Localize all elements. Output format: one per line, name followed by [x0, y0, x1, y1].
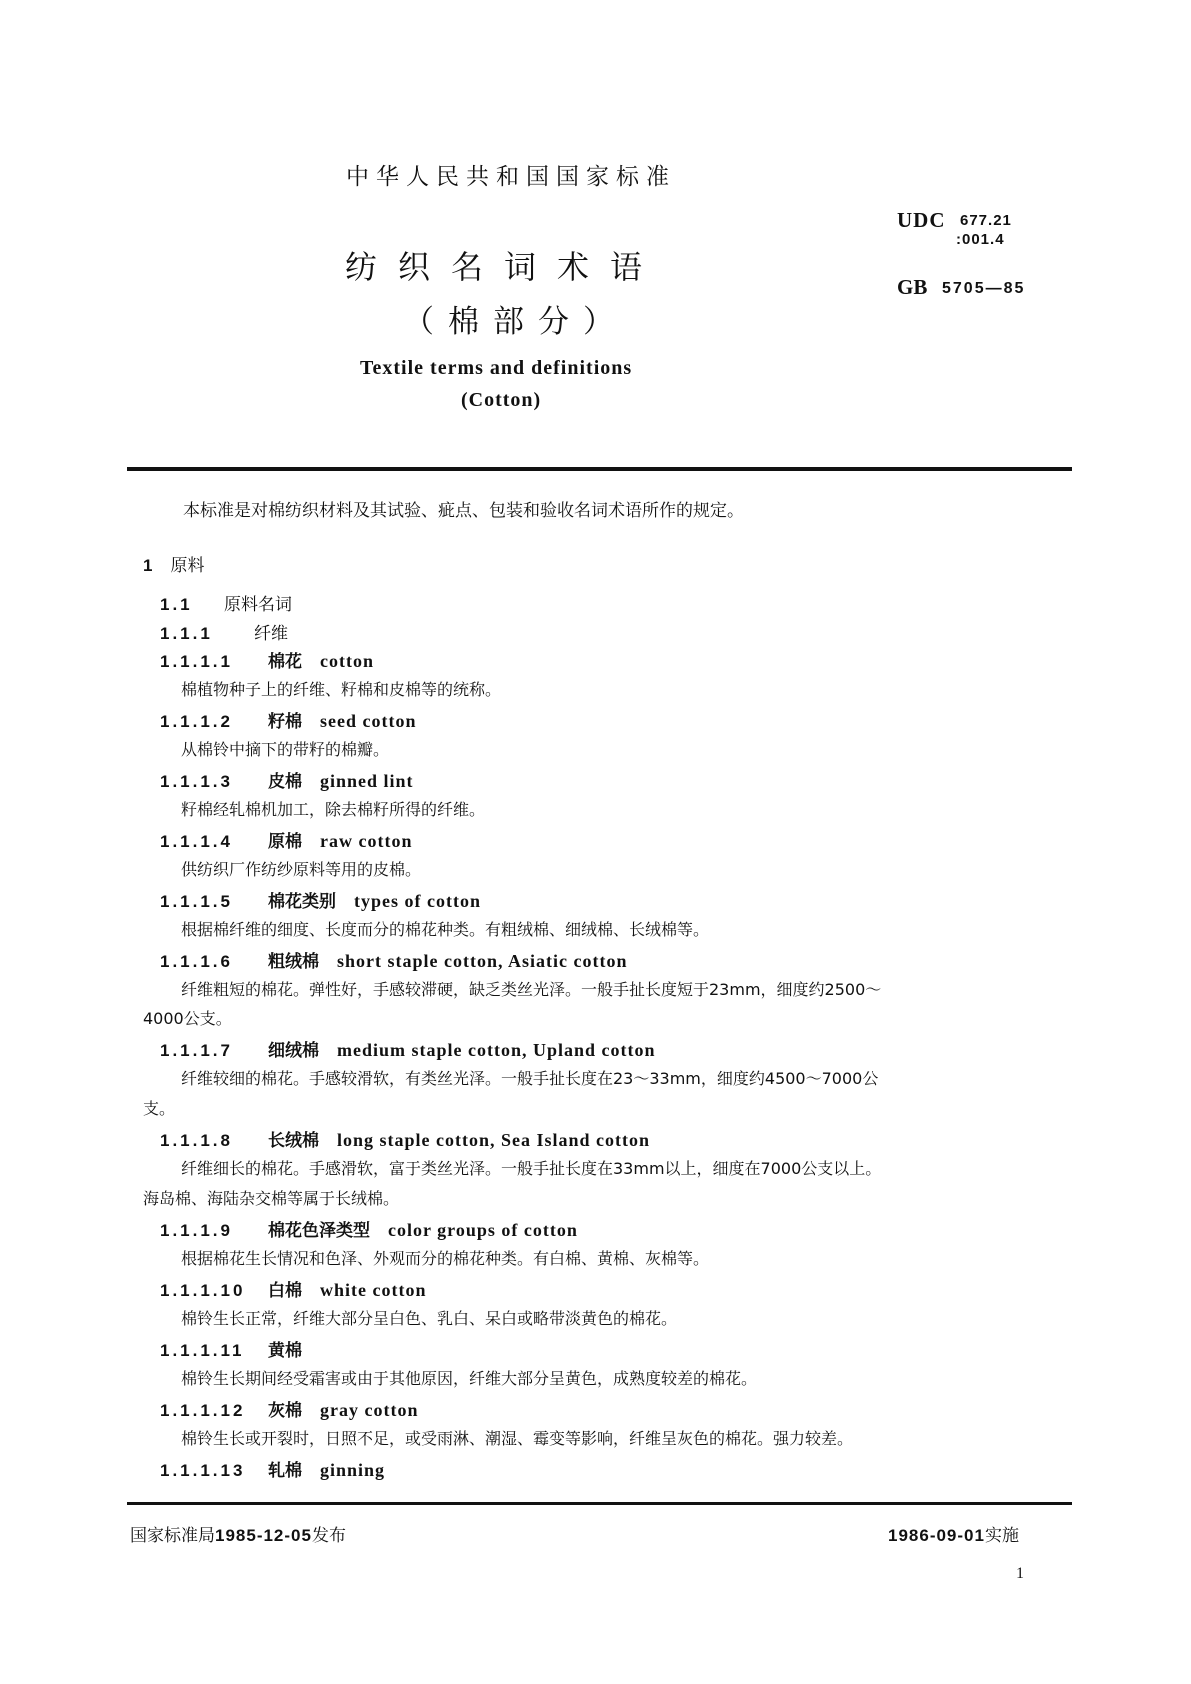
entry-heading: [160, 767, 414, 792]
page-number: 1: [1016, 1565, 1024, 1582]
entry-definition: 根据棉纤维的细度、长度而分的棉花种类。有粗绒棉、细绒棉、长绒棉等。: [181, 920, 710, 939]
entry-number: 1.1.1.4: [160, 832, 233, 851]
document-title-en: Textile terms and definitions: [360, 357, 633, 379]
entry-definition: 纤维粗短的棉花。弹性好，手感较滞硬，缺乏类丝光泽。一般手扯长度短于23mm，细度约2500～: [181, 980, 882, 999]
entry-term-en: color groups of cotton: [388, 1220, 578, 1240]
standard-type-header: 中华人民共和国国家标准: [346, 164, 676, 190]
entry-term-en: long staple cotton, Sea Island cotton: [337, 1130, 651, 1150]
entry-heading: [160, 1396, 418, 1421]
entry-definition-continued: 支。: [143, 1099, 176, 1118]
entry-number: 1.1.1.8: [160, 1131, 233, 1150]
entry-term-cn: 轧棉: [268, 1461, 302, 1481]
subsection-number: 1.1.1: [160, 624, 213, 643]
entry-heading: [160, 1126, 650, 1151]
entry-term-en: short staple cotton, Asiatic cotton: [337, 951, 628, 971]
entry-term-en: white cotton: [320, 1280, 427, 1300]
entry-term-cn: 棉花类别: [268, 892, 336, 912]
entry-term-en: gray cotton: [320, 1400, 419, 1420]
entry-term-cn: 皮棉: [268, 772, 302, 792]
subsection-number: 1.1: [160, 595, 193, 614]
entry-definition-continued: 4000公支。: [143, 1009, 232, 1028]
entry-definition: 籽棉经轧棉机加工，除去棉籽所得的纤维。: [181, 800, 486, 819]
subsection-heading: [160, 619, 288, 644]
header-divider: [127, 467, 1072, 471]
entry-heading: [160, 1276, 426, 1301]
gb-label: GB: [897, 275, 928, 299]
gb-number: 5705—85: [942, 280, 1026, 297]
section-title: 原料: [170, 556, 205, 576]
entry-number: 1.1.1.5: [160, 892, 233, 911]
issue-info: [130, 1521, 346, 1546]
entry-heading: [160, 827, 412, 852]
subsection-title: 原料名词: [224, 595, 292, 615]
entry-number: 1.1.1.7: [160, 1041, 233, 1060]
document-subtitle-en: (Cotton): [461, 389, 542, 411]
entry-term-cn: 棉花: [268, 652, 302, 672]
entry-number: 1.1.1.6: [160, 952, 233, 971]
entry-heading: [160, 947, 627, 972]
entry-heading: [160, 1036, 656, 1061]
entry-definition: 棉铃生长或开裂时，日照不足，或受雨淋、潮湿、霉变等影响，纤维呈灰色的棉花。强力较差。: [181, 1429, 854, 1448]
udc-label: UDC: [897, 208, 946, 232]
entry-term-cn: 棉花色泽类型: [268, 1221, 370, 1241]
entry-term-en: seed cotton: [320, 711, 417, 731]
entry-heading: [160, 1216, 578, 1241]
section-number: 1: [143, 556, 153, 575]
entry-number: 1.1.1.3: [160, 772, 233, 791]
subsection-title: 纤维: [254, 624, 288, 644]
entry-term-en: cotton: [320, 651, 374, 671]
entry-definition: 纤维较细的棉花。手感较滑软，有类丝光泽。一般手扯长度在23～33mm，细度约4500～7000公: [181, 1069, 879, 1088]
entry-heading: [160, 1336, 302, 1361]
udc-value-line2: :001.4: [956, 231, 1005, 248]
effective-suffix: 实施: [984, 1526, 1019, 1546]
document-subtitle-cn: （棉部分）: [403, 304, 628, 340]
entry-number: 1.1.1.2: [160, 712, 233, 731]
entry-term-cn: 灰棉: [268, 1401, 302, 1421]
section-heading: [143, 551, 204, 576]
entry-term-en: medium staple cotton, Upland cotton: [337, 1040, 656, 1060]
effective-info: [888, 1521, 1019, 1546]
entry-definition: 棉铃生长期间经受霜害或由于其他原因，纤维大部分呈黄色，成熟度较差的棉花。: [181, 1369, 758, 1388]
entry-definition: 棉植物种子上的纤维、籽棉和皮棉等的统称。: [181, 680, 502, 699]
entry-definition: 从棉铃中摘下的带籽的棉瓣。: [181, 740, 390, 759]
entry-term-cn: 长绒棉: [268, 1131, 319, 1151]
udc-value-line1: 677.21: [960, 212, 1012, 229]
entry-number: 1.1.1.10: [160, 1281, 246, 1300]
entry-definition: 根据棉花生长情况和色泽、外观而分的棉花种类。有白棉、黄棉、灰棉等。: [181, 1249, 710, 1268]
entry-term-cn: 原棉: [268, 832, 302, 852]
entry-number: 1.1.1.9: [160, 1221, 233, 1240]
entry-term-cn: 粗绒棉: [268, 952, 319, 972]
footer-divider: [127, 1502, 1072, 1505]
entry-definition: 供纺织厂作纺纱原料等用的皮棉。: [181, 860, 422, 879]
entry-term-cn: 黄棉: [268, 1341, 302, 1361]
intro-paragraph: 本标准是对棉纺织材料及其试验、疵点、包装和验收名词术语所作的规定。: [183, 501, 744, 521]
entry-definition-continued: 海岛棉、海陆杂交棉等属于长绒棉。: [143, 1189, 400, 1208]
entry-heading: [160, 647, 374, 672]
subsection-heading: [160, 590, 292, 615]
document-title-cn: 纺织名词术语: [345, 248, 664, 286]
entry-term-cn: 白棉: [268, 1281, 302, 1301]
entry-definition: 纤维细长的棉花。手感滑软，富于类丝光泽。一般手扯长度在33mm以上，细度在7000公支以上。: [181, 1159, 882, 1178]
entry-heading: [160, 1456, 385, 1481]
entry-term-en: ginning: [320, 1460, 386, 1480]
issue-date: 1985-12-05: [215, 1526, 312, 1545]
issue-suffix: 发布: [311, 1526, 346, 1546]
effective-date: 1986-09-01: [888, 1526, 985, 1545]
entry-term-cn: 细绒棉: [268, 1041, 319, 1061]
entry-definition: 棉铃生长正常，纤维大部分呈白色、乳白、呆白或略带淡黄色的棉花。: [181, 1309, 678, 1328]
entry-heading: [160, 887, 481, 912]
issuer: 国家标准局: [130, 1526, 215, 1546]
entry-term-en: types of cotton: [354, 891, 481, 911]
entry-term-en: ginned lint: [320, 771, 414, 791]
entry-number: 1.1.1.11: [160, 1341, 245, 1360]
entry-number: 1.1.1.12: [160, 1401, 246, 1420]
entry-term-cn: 籽棉: [268, 712, 302, 732]
entry-heading: [160, 707, 416, 732]
entry-number: 1.1.1.13: [160, 1461, 246, 1480]
entry-number: 1.1.1.1: [160, 652, 233, 671]
entry-term-en: raw cotton: [320, 831, 413, 851]
